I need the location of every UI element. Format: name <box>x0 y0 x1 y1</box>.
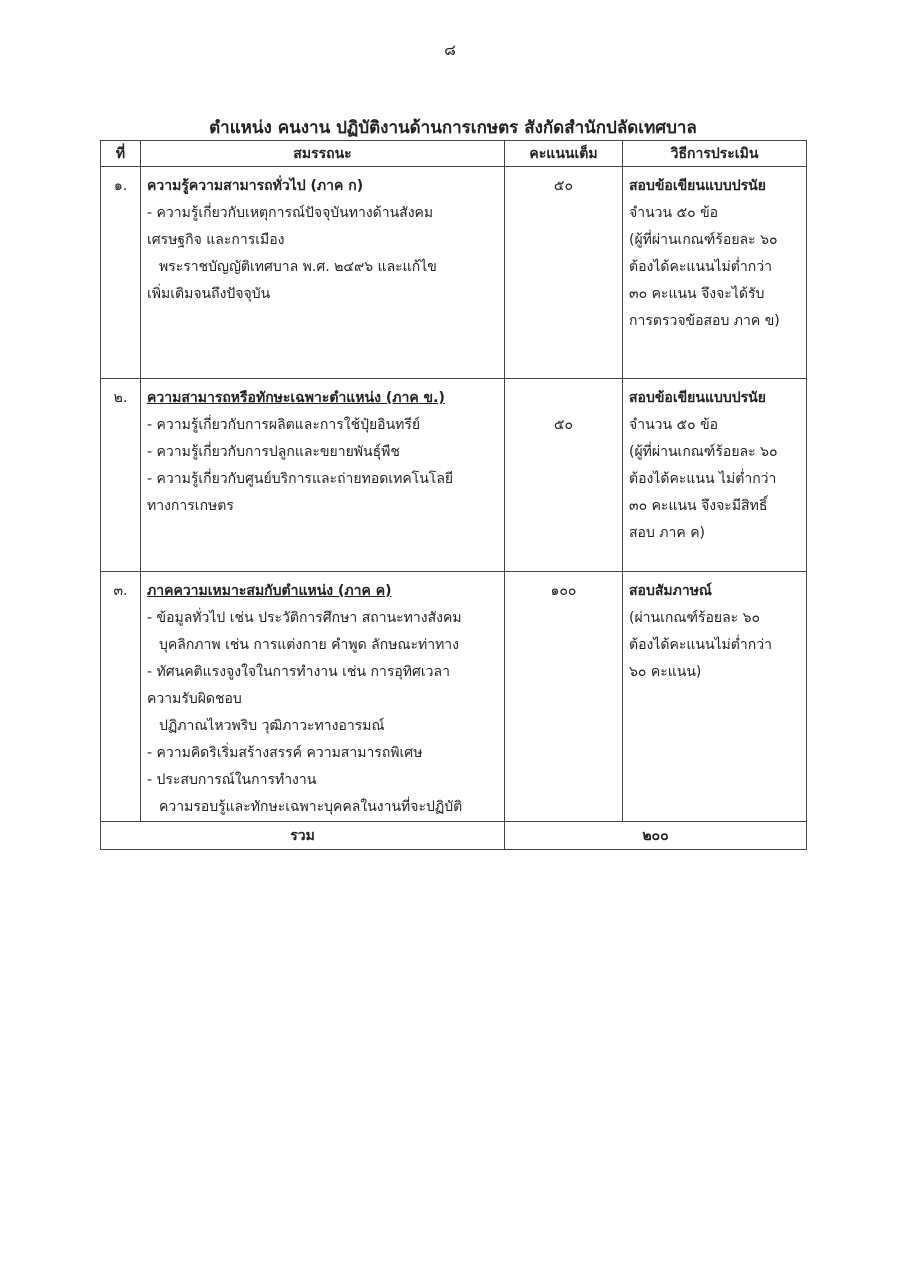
row-number: ๑. <box>101 167 141 379</box>
row-number: ๒. <box>101 379 141 572</box>
total-row <box>101 822 807 850</box>
method-line: จำนวน ๕๐ ข้อ <box>629 205 719 221</box>
header-competency: สมรรถนะ <box>141 141 505 167</box>
competency-line: ความรอบรู้และทักษะเฉพาะบุคคลในงานที่จะปฏิบัติ <box>159 799 463 815</box>
competency-line: - ความคิดริเริ่มสร้างสรรค์ ความสามารถพิเศษ <box>147 745 423 761</box>
method-line: ๓๐ คะแนน จึงจะได้รับ <box>629 286 765 302</box>
competency-line: - ประสบการณ์ในการทำงาน <box>147 772 317 788</box>
total-score: ๒๐๐ <box>505 822 807 850</box>
competency-line: เศรษฐกิจ และการเมือง <box>147 232 285 248</box>
page-number: ๘ <box>444 41 456 59</box>
method-line: (ผู้ที่ผ่านเกณฑ์ร้อยละ ๖๐ <box>629 232 778 248</box>
competency-line: พระราชบัญญัติเทศบาล พ.ศ. ๒๔๙๖ และแก้ไข <box>159 259 437 275</box>
competency-line: ความรับผิดชอบ <box>147 691 242 707</box>
full-score: ๕๐ <box>553 417 574 433</box>
page-title: ตำแหน่ง คนงาน ปฏิบัติงานด้านการเกษตร สังกัดสำนักปลัดเทศบาล <box>209 118 697 138</box>
competency-line: ทางการเกษตร <box>147 498 234 514</box>
header-no: ที่ <box>101 141 141 167</box>
method-line: ต้องได้คะแนน ไม่ต่ำกว่า <box>629 471 777 487</box>
table-header-row <box>101 141 807 167</box>
competency-line: - ความรู้เกี่ยวกับการผลิตและการใช้ปุ๋ยอินทรีย์ <box>147 417 421 433</box>
method-title: สอบสัมภาษณ์ <box>629 583 712 599</box>
header-full-score: คะแนนเต็ม <box>505 141 623 167</box>
header-method: วิธีการประเมิน <box>623 141 807 167</box>
method-line: การตรวจข้อสอบ ภาค ข) <box>629 313 780 329</box>
full-score: ๑๐๐ <box>550 583 577 599</box>
competency-line: - ทัศนคติแรงจูงใจในการทำงาน เช่น การอุทิศเวลา <box>147 664 450 680</box>
competency-cell <box>141 572 505 822</box>
total-label: รวม <box>101 822 505 850</box>
method-line: สอบ ภาค ค) <box>629 525 706 541</box>
method-line: จำนวน ๕๐ ข้อ <box>629 417 719 433</box>
row-number: ๓. <box>101 572 141 822</box>
method-cell <box>623 379 807 572</box>
competency-cell <box>141 167 505 379</box>
competency-line: เพิ่มเติมจนถึงปัจจุบัน <box>147 286 271 302</box>
method-line: (ผ่านเกณฑ์ร้อยละ ๖๐ <box>629 610 761 626</box>
method-line: ๓๐ คะแนน จึงจะมีสิทธิ์ <box>629 498 768 514</box>
competency-cell <box>141 379 505 572</box>
competency-line: ปฏิภาณไหวพริบ วุฒิภาวะทางอารมณ์ <box>159 718 385 734</box>
full-score: ๕๐ <box>553 178 574 194</box>
table-row <box>101 167 807 379</box>
method-line: ต้องได้คะแนนไม่ต่ำกว่า <box>629 259 772 275</box>
table-row <box>101 572 807 822</box>
method-line: (ผู้ที่ผ่านเกณฑ์ร้อยละ ๖๐ <box>629 444 778 460</box>
score-cell <box>505 167 623 379</box>
competency-title: ความสามารถหรือทักษะเฉพาะตำแหน่ง (ภาค ข.) <box>147 390 445 406</box>
competency-line: - ความรู้เกี่ยวกับศูนย์บริการและถ่ายทอดเทคโนโลยี <box>147 471 454 487</box>
table-row <box>101 379 807 572</box>
method-line: ต้องได้คะแนนไม่ต่ำกว่า <box>629 637 772 653</box>
method-cell <box>623 572 807 822</box>
method-title: สอบข้อเขียนแบบปรนัย <box>629 390 766 406</box>
method-line: ๖๐ คะแนน) <box>629 664 702 680</box>
competency-title: ความรู้ความสามารถทั่วไป (ภาค ก) <box>147 178 364 194</box>
score-cell <box>505 379 623 572</box>
competency-title: ภาคความเหมาะสมกับตำแหน่ง (ภาค ค) <box>147 583 392 599</box>
competency-table <box>100 140 807 850</box>
method-title: สอบข้อเขียนแบบปรนัย <box>629 178 766 194</box>
competency-line: - ความรู้เกี่ยวกับการปลูกและขยายพันธุ์พืช <box>147 444 400 460</box>
competency-line: บุคลิกภาพ เช่น การแต่งกาย คำพูด ลักษณะท่าทาง <box>159 637 459 653</box>
competency-line: - ความรู้เกี่ยวกับเหตุการณ์ปัจจุบันทางด้านสังคม <box>147 205 434 221</box>
method-cell <box>623 167 807 379</box>
competency-line: - ข้อมูลทั่วไป เช่น ประวัติการศึกษา สถานะทางสังคม <box>147 610 462 626</box>
score-cell <box>505 572 623 822</box>
